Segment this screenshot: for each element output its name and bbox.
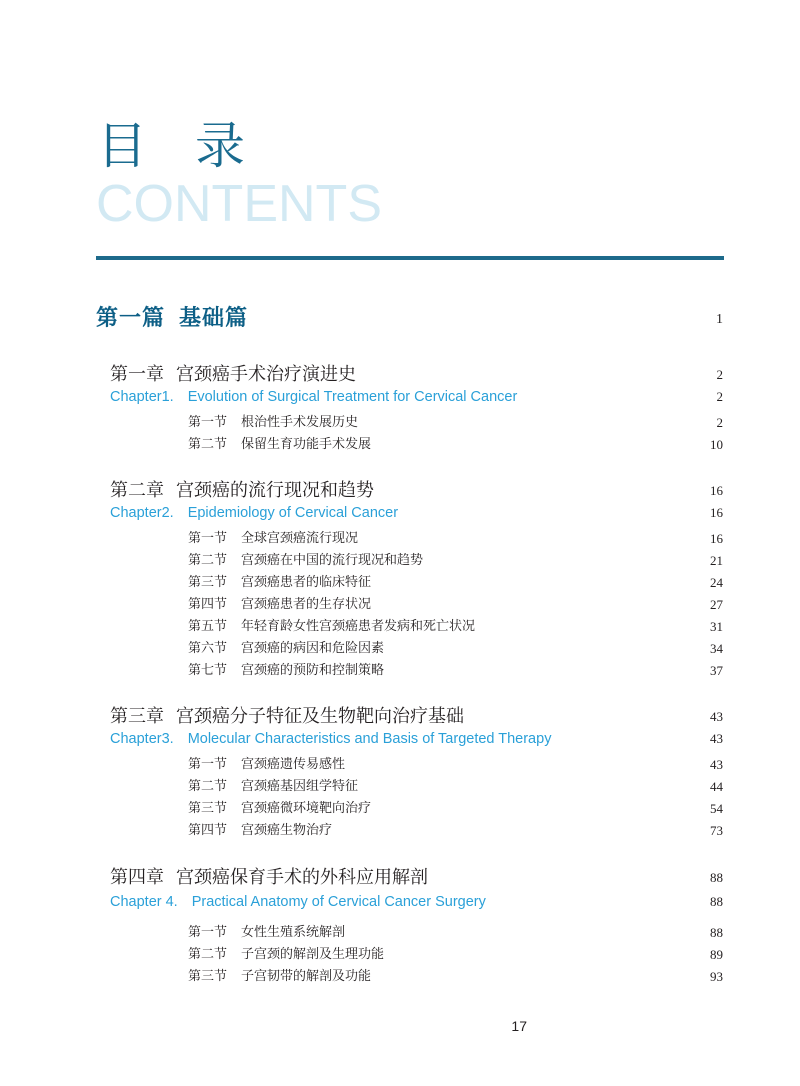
- page-title: 目录: [97, 117, 293, 175]
- section-entry: 第二节 宫颈癌基因组学特征: [188, 779, 359, 794]
- part-heading: [96, 305, 248, 333]
- section-page-number: 89: [710, 947, 723, 962]
- section-entry: 第一节 根治性手术发展历史: [188, 415, 359, 430]
- section-entry: 第四节 宫颈癌患者的生存状况: [188, 597, 372, 612]
- section-page-number: 88: [710, 925, 723, 940]
- page-number: 17: [511, 1018, 527, 1034]
- chapter-english-page-number: 16: [710, 505, 723, 520]
- section-page-number: 2: [716, 415, 723, 430]
- part-page-number: 1: [716, 312, 723, 327]
- section-entry: 第一节 宫颈癌遗传易感性: [188, 757, 346, 772]
- section-page-number: 24: [710, 575, 723, 590]
- section-page-number: 37: [710, 663, 723, 678]
- chapter-page-number: 43: [710, 709, 723, 724]
- section-page-number: 31: [710, 619, 723, 634]
- section-entry: 第三节 宫颈癌微环境靶向治疗: [188, 801, 372, 816]
- chapter-page-number: 2: [716, 367, 723, 382]
- chapter-heading: 第四章 宫颈癌保育手术的外科应用解剖: [110, 867, 428, 888]
- section-entry: 第三节 宫颈癌患者的临床特征: [188, 575, 372, 590]
- section-entry: 第二节 子宫颈的解剖及生理功能: [188, 947, 385, 962]
- section-page-number: 27: [710, 597, 723, 612]
- page-title-english: CONTENTS: [96, 175, 382, 233]
- section-page-number: 43: [710, 757, 723, 772]
- section-entry: 第五节 年轻育龄女性宫颈癌患者发病和死亡状况: [188, 619, 476, 634]
- section-entry: 第三节 子宫韧带的解剖及功能: [188, 969, 372, 984]
- section-entry: 第一节 全球宫颈癌流行现况: [188, 531, 359, 546]
- chapter-heading: 第二章 宫颈癌的流行现况和趋势: [110, 480, 374, 501]
- chapter-english-page-number: 88: [710, 894, 723, 909]
- chapter-heading-english: Chapter 4. Practical Anatomy of Cervical Cancer Surgery: [110, 894, 486, 910]
- header-divider: [96, 256, 724, 260]
- section-page-number: 44: [710, 779, 723, 794]
- chapter-page-number: 16: [710, 483, 723, 498]
- chapter-heading: 第一章 宫颈癌手术治疗演进史: [110, 364, 356, 385]
- section-page-number: 73: [710, 823, 723, 838]
- chapter-english-page-number: 2: [716, 389, 723, 404]
- section-entry: 第二节 保留生育功能手术发展: [188, 437, 372, 452]
- section-entry: 第七节 宫颈癌的预防和控制策略: [188, 663, 385, 678]
- section-entry: 第六节 宫颈癌的病因和危险因素: [188, 641, 385, 656]
- chapter-heading-english: Chapter3. Molecular Characteristics and Basis of Targeted Therapy: [110, 731, 552, 747]
- section-page-number: 21: [710, 553, 723, 568]
- part-label: 第一篇: [96, 306, 166, 331]
- chapter-page-number: 88: [710, 870, 723, 885]
- section-entry: 第四节 宫颈癌生物治疗: [188, 823, 333, 838]
- chapter-english-page-number: 43: [710, 731, 723, 746]
- section-entry: 第二节 宫颈癌在中国的流行现况和趋势: [188, 553, 424, 568]
- section-page-number: 16: [710, 531, 723, 546]
- section-page-number: 10: [710, 437, 723, 452]
- part-title: 基础篇: [179, 306, 249, 331]
- chapter-heading-english: Chapter2. Epidemiology of Cervical Cancer: [110, 505, 399, 521]
- chapter-heading: 第三章 宫颈癌分子特征及生物靶向治疗基础: [110, 706, 464, 727]
- section-page-number: 54: [710, 801, 723, 816]
- chapter-heading-english: Chapter1. Evolution of Surgical Treatment for Cervical Cancer: [110, 389, 518, 405]
- section-page-number: 93: [710, 969, 723, 984]
- section-page-number: 34: [710, 641, 723, 656]
- section-entry: 第一节 女性生殖系统解剖: [188, 925, 346, 940]
